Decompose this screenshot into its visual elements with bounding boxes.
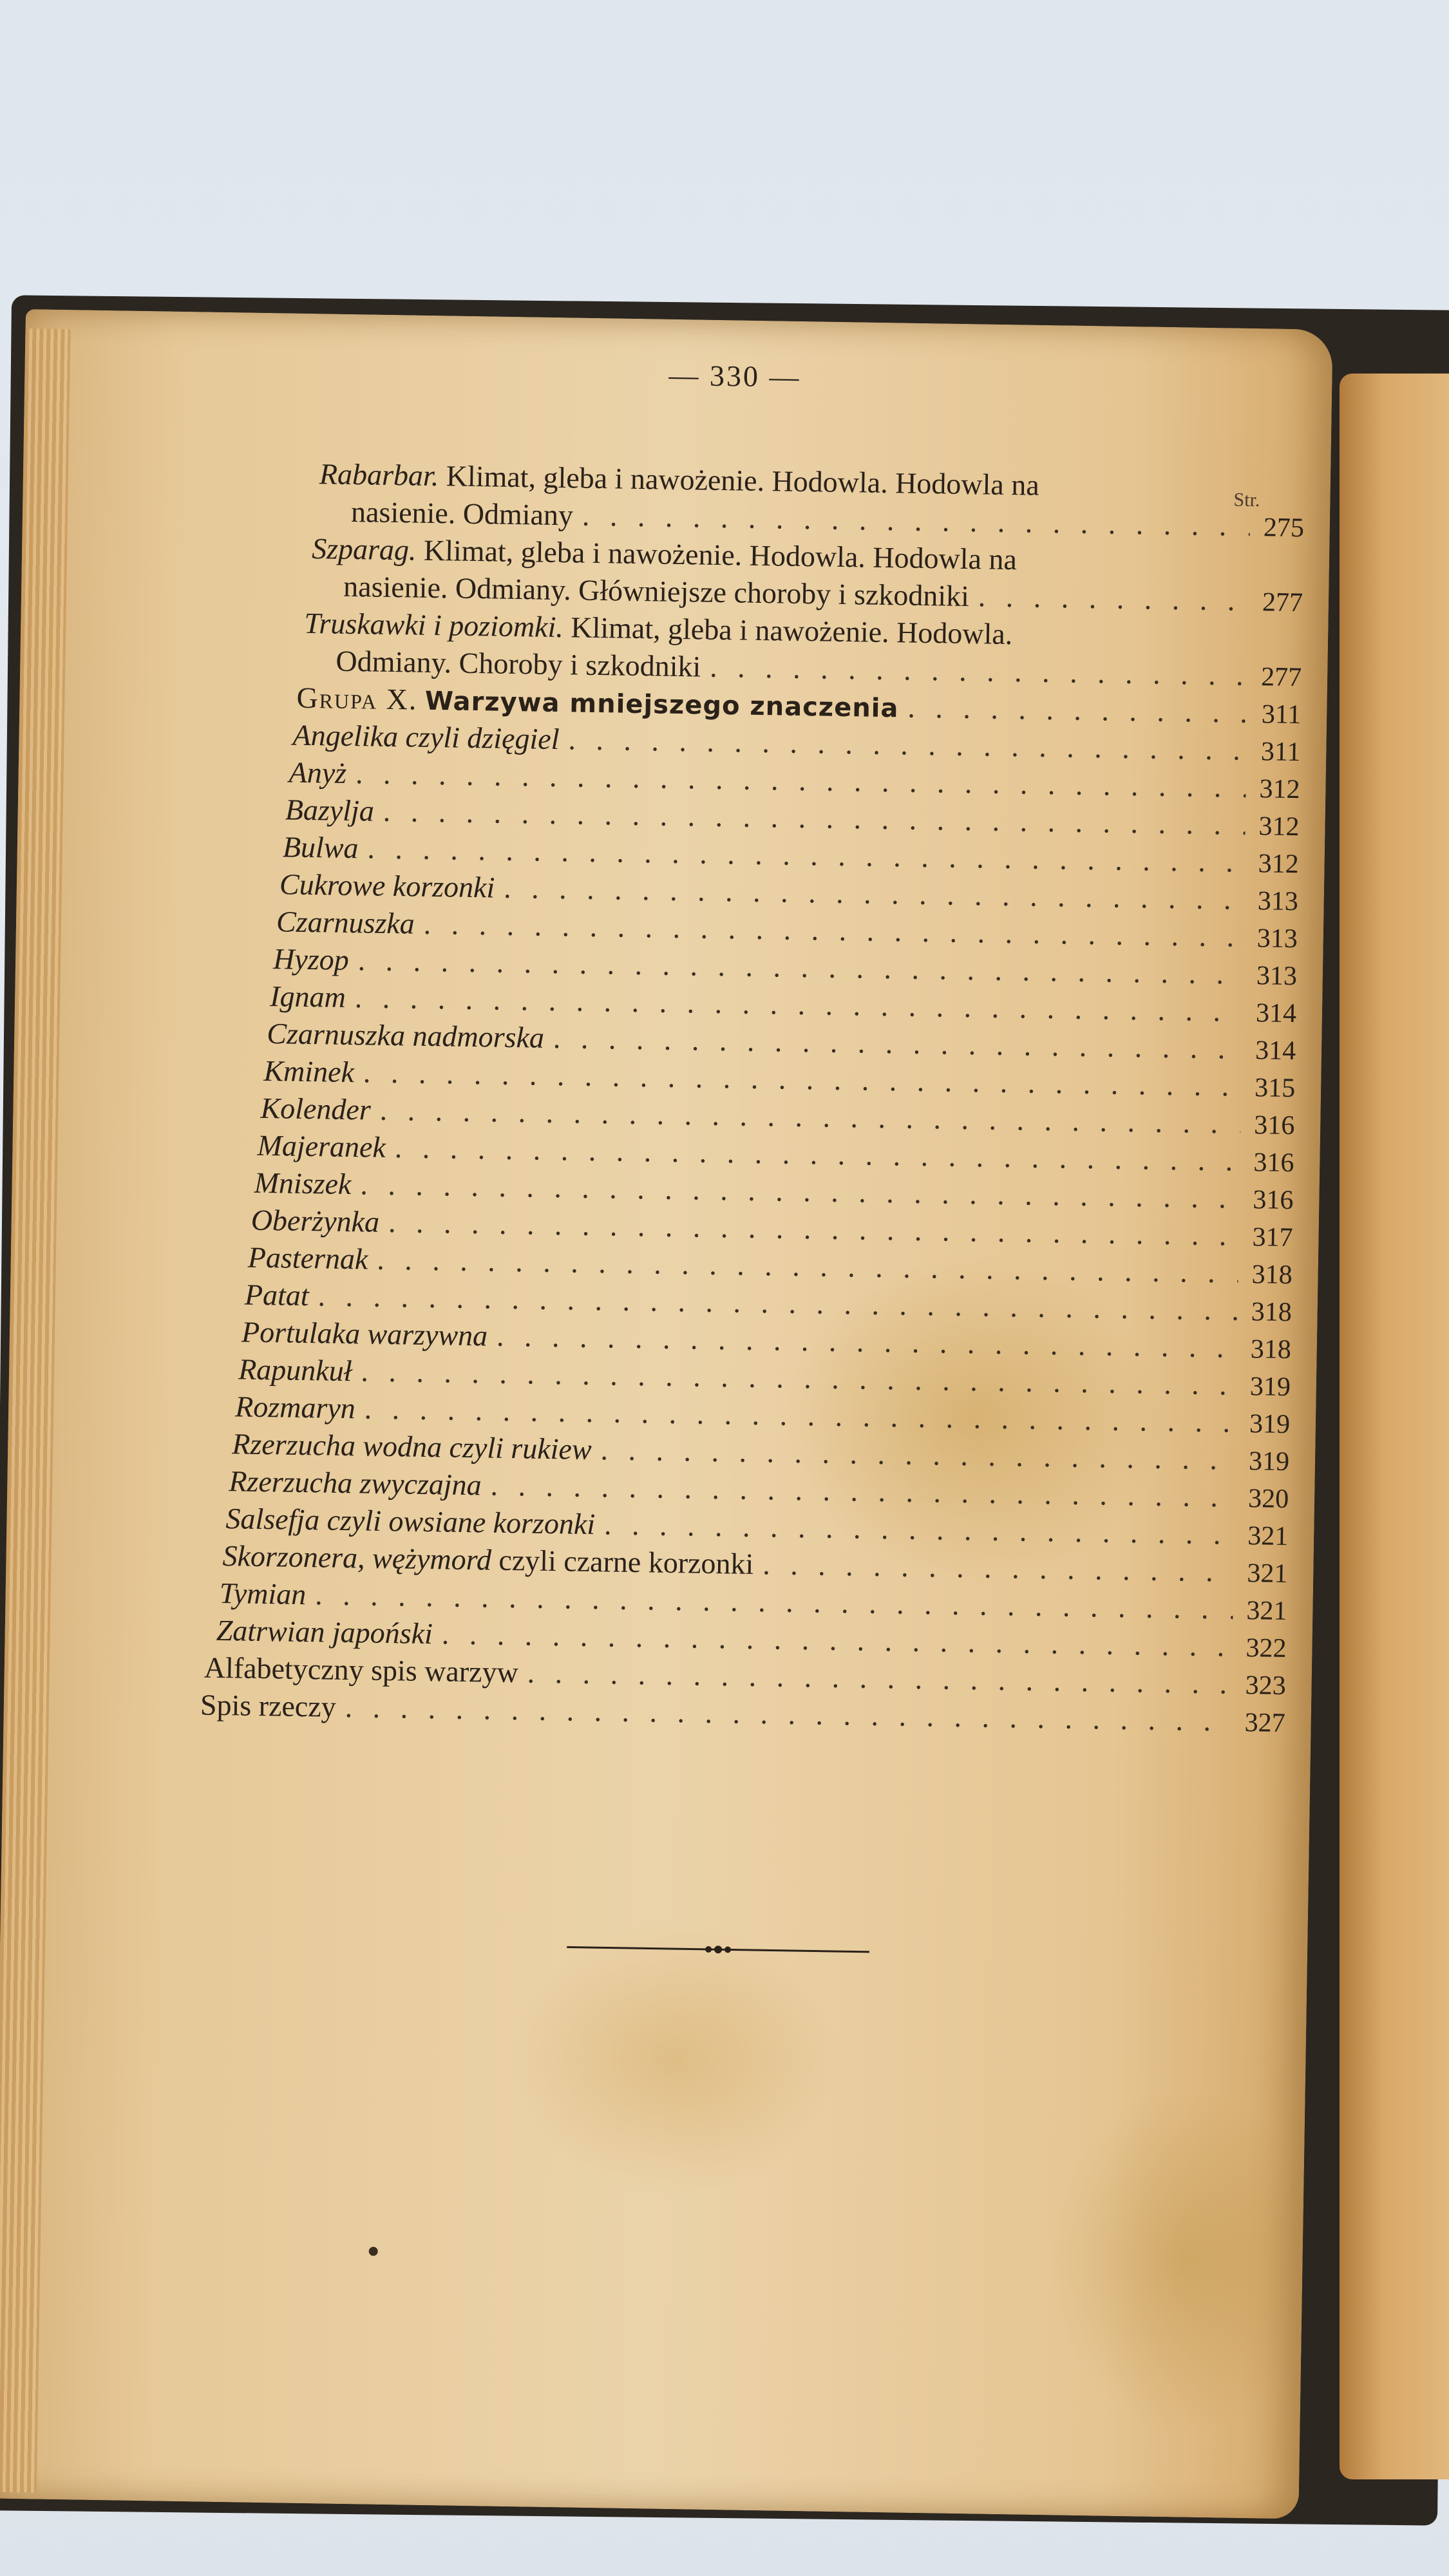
entry-continuation: Odmiany. Choroby i szkodniki xyxy=(336,644,701,683)
entry-title: Rzerzucha zwyczajna xyxy=(229,1464,482,1502)
entry-page: 323 xyxy=(1245,1671,1287,1701)
book-page xyxy=(0,309,1333,2519)
entry-page: 320 xyxy=(1247,1484,1289,1515)
entry-continuation: nasienie. Odmiany. Główniejsze choroby i szkodniki xyxy=(343,569,970,613)
entry-text: Klimat, gleba i nawożenie. Hodowla. Hodowla na xyxy=(446,459,1040,502)
entry-title: Alfabetyczny spis warzyw xyxy=(204,1651,519,1689)
entry-page: 315 xyxy=(1254,1073,1296,1104)
entry-title: Angelika czyli dzięgiel xyxy=(292,718,560,756)
entry-page: 319 xyxy=(1249,1409,1291,1440)
entry-title: Bulwa xyxy=(282,830,359,865)
entry-title: Hyzop xyxy=(272,942,350,977)
entry-title: Mniszek xyxy=(254,1166,352,1201)
paper-speck xyxy=(369,2247,378,2256)
entry-page: 317 xyxy=(1252,1222,1293,1253)
entry-page: 321 xyxy=(1247,1521,1289,1552)
entry-page: 318 xyxy=(1250,1334,1292,1365)
entry-page: 321 xyxy=(1247,1558,1288,1589)
entry-title: Zatrwian japoński xyxy=(216,1613,433,1651)
entry-page: 277 xyxy=(1262,587,1303,618)
ornament-rule xyxy=(567,1941,869,1958)
entry-title: Kminek xyxy=(263,1054,355,1089)
entry-continuation: nasienie. Odmiany xyxy=(350,495,574,532)
entry-page: 321 xyxy=(1246,1596,1287,1627)
entry-title: Pasternak xyxy=(247,1240,368,1276)
entry-title: Portulaka warzywna xyxy=(241,1315,488,1352)
entry-title: Truskawki i poziomki. xyxy=(303,606,564,644)
entry-text: czyli czarne korzonki xyxy=(498,1543,754,1580)
entry-page: 318 xyxy=(1251,1260,1293,1291)
entry-page: 318 xyxy=(1251,1297,1293,1328)
page-number: — 330 — xyxy=(668,358,801,393)
entry-title: Szparag. xyxy=(311,532,417,567)
entry-title: Patat xyxy=(244,1278,310,1312)
entry-page: 316 xyxy=(1253,1185,1294,1216)
entry-title: Skorzonera, wężymord xyxy=(222,1539,492,1577)
page-column-header: Str. xyxy=(1233,489,1260,511)
entry-page: 316 xyxy=(1253,1110,1295,1141)
entry-page: 312 xyxy=(1258,849,1300,880)
entry-title: Spis rzeczy xyxy=(200,1688,337,1723)
entry-page: 322 xyxy=(1245,1633,1287,1664)
entry-page: 319 xyxy=(1249,1372,1291,1403)
entry-page: 319 xyxy=(1248,1446,1290,1477)
entry-page: 327 xyxy=(1244,1708,1286,1738)
entry-page: 313 xyxy=(1257,886,1299,917)
entry-page: 312 xyxy=(1258,811,1300,842)
group-prefix: Grupa X. xyxy=(296,681,418,716)
entry-title: Oberżynka xyxy=(251,1203,380,1238)
entry-page: 275 xyxy=(1263,513,1305,544)
entry-title: Anyż xyxy=(289,755,347,790)
entry-page: 311 xyxy=(1260,737,1301,768)
entry-page: 311 xyxy=(1261,699,1302,730)
entry-title: Czarnuszka xyxy=(276,905,415,940)
entry-title: Majeranek xyxy=(257,1128,386,1164)
entry-title: Tymian xyxy=(219,1576,307,1611)
page-content xyxy=(0,309,1333,2519)
group-title: Warzywa mniejszego znaczenia xyxy=(424,686,899,724)
entry-text: Klimat, gleba i nawożenie. Hodowla. Hodowla na xyxy=(423,533,1018,576)
entry-page: 277 xyxy=(1260,662,1302,693)
entry-title: Rabarbar. xyxy=(319,457,439,493)
entry-page: 314 xyxy=(1255,998,1297,1029)
entry-title: Bazylja xyxy=(285,793,375,828)
entry-page: 312 xyxy=(1259,774,1300,805)
entry-title: Rapunkuł xyxy=(238,1352,352,1388)
entry-title: Czarnuszka nadmorska xyxy=(266,1017,545,1054)
entry-title: Ignam xyxy=(269,980,346,1014)
entry-title: Rzerzucha wodna czyli rukiew xyxy=(231,1427,592,1466)
entry-page: 313 xyxy=(1256,961,1298,992)
entry-page: 316 xyxy=(1253,1148,1294,1179)
facing-page-edge xyxy=(1340,374,1449,2479)
entry-title: Cukrowe korzonki xyxy=(279,867,495,904)
entry-title: Rozmaryn xyxy=(234,1390,356,1425)
entry-page: 313 xyxy=(1256,923,1298,954)
entry-text: Klimat, gleba i nawożenie. Hodowla. xyxy=(570,611,1013,651)
entry-title: Kolender xyxy=(260,1091,372,1126)
entry-title: Salsefja czyli owsiane korzonki xyxy=(225,1502,596,1541)
entry-page: 314 xyxy=(1255,1036,1296,1066)
